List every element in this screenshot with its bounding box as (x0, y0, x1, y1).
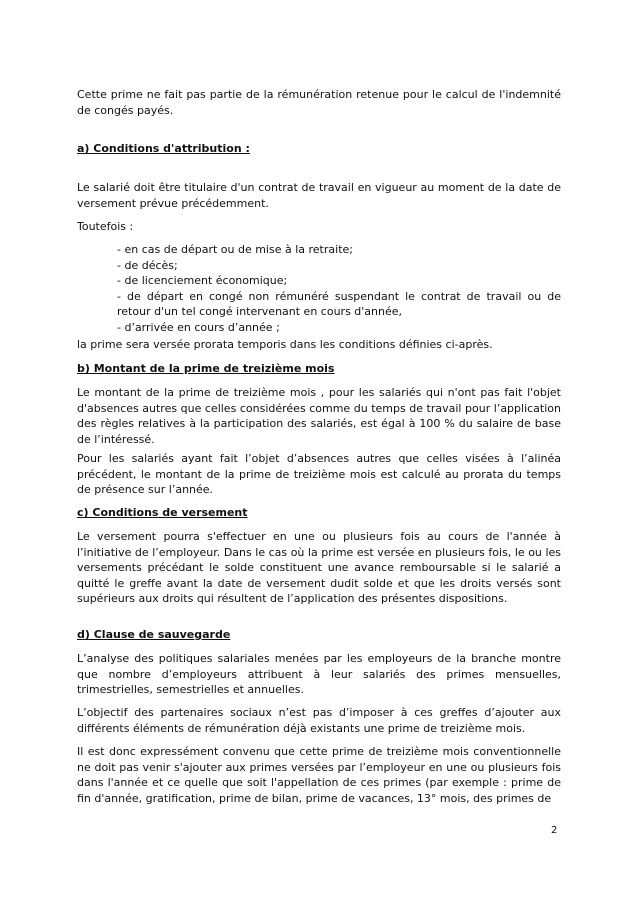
heading-conditions-attribution: a) Conditions d'attribution : (77, 142, 250, 155)
heading-montant-prime: b) Montant de la prime de treizième mois (77, 362, 335, 375)
list-item: - en cas de départ ou de mise à la retraite; (117, 243, 353, 256)
heading-clause-sauvegarde: d) Clause de sauvegarde (77, 628, 231, 641)
paragraph-convenu: Il est donc expressément convenu que cette prime de treizième mois conventionnelle ne doit pas venir s'ajouter aux primes versées par l’employeur en une ou plusieurs fois dans l'année et ce quelle que soit l'appellation de ces primes (par exemple : prime de fin d'année, gratification, prime de bilan, prime de vacances, 13° mois, des primes de (77, 745, 561, 805)
paragraph-absences: Pour les salariés ayant fait l’objet d’absences autres que celles visées à l’alinéa précédent, le montant de la prime de treizième mois est calculé au prorata du temps de présence sur l’année. (77, 452, 561, 496)
paragraph-prorata: la prime sera versée prorata temporis dans les conditions définies ci-après. (77, 338, 493, 351)
list-item: - d’arrivée en cours d’année ; (117, 320, 280, 334)
paragraph-versement: Le versement pourra s'effectuer en une ou plusieurs fois au cours de l'année à l’initiative de l’employeur. Dans le cas où la prime est versée en plusieurs fois, le ou les versements précédant le solde constituent une avance remboursable si le salarié a quitté le greffe avant la date de versement dudit solde et que les droits versés sont supérieurs aux droits qui résultent de l’application des présentes dispositions. (77, 530, 561, 605)
list-item: - de décès; (117, 258, 178, 272)
page-number: 2 (551, 825, 558, 836)
exceptions-list (117, 242, 561, 335)
heading-conditions-versement: c) Conditions de versement (77, 506, 248, 519)
paragraph-objectif: L’objectif des partenaires sociaux n’est pas d’imposer à ces greffes d’ajouter aux différents éléments de rémunération déjà existants une prime de treizième mois. (77, 706, 561, 735)
list-item: - de départ en congé non rémunéré suspendant le contrat de travail ou de retour d'un tel congé intervenant en cours d'année, (117, 289, 561, 318)
list-item: - de licenciement économique; (117, 274, 288, 287)
paragraph-toutefois: Toutefois : (77, 220, 134, 233)
paragraph-montant: Le montant de la prime de treizième mois , pour les salariés qui n'ont pas fait l'objet d'absences autres que celles considérées comme du temps de travail pour l’application des règles relatives à la participation des salariés, est égal à 100 % du salaire de base de l’intéressé. (77, 386, 561, 446)
paragraph-analyse: L’analyse des politiques salariales menées par les employeurs de la branche montre que nombre d’employeurs attribuent à leur salariés des primes mensuelles, trimestrielles, semestrielles et annuelles. (77, 652, 561, 696)
paragraph-titulaire: Le salarié doit être titulaire d'un contrat de travail en vigueur au moment de la date de versement prévue précédemment. (77, 181, 561, 210)
paragraph-intro: Cette prime ne fait pas partie de la rémunération retenue pour le calcul de l'indemnité de congés payés. (77, 88, 561, 117)
